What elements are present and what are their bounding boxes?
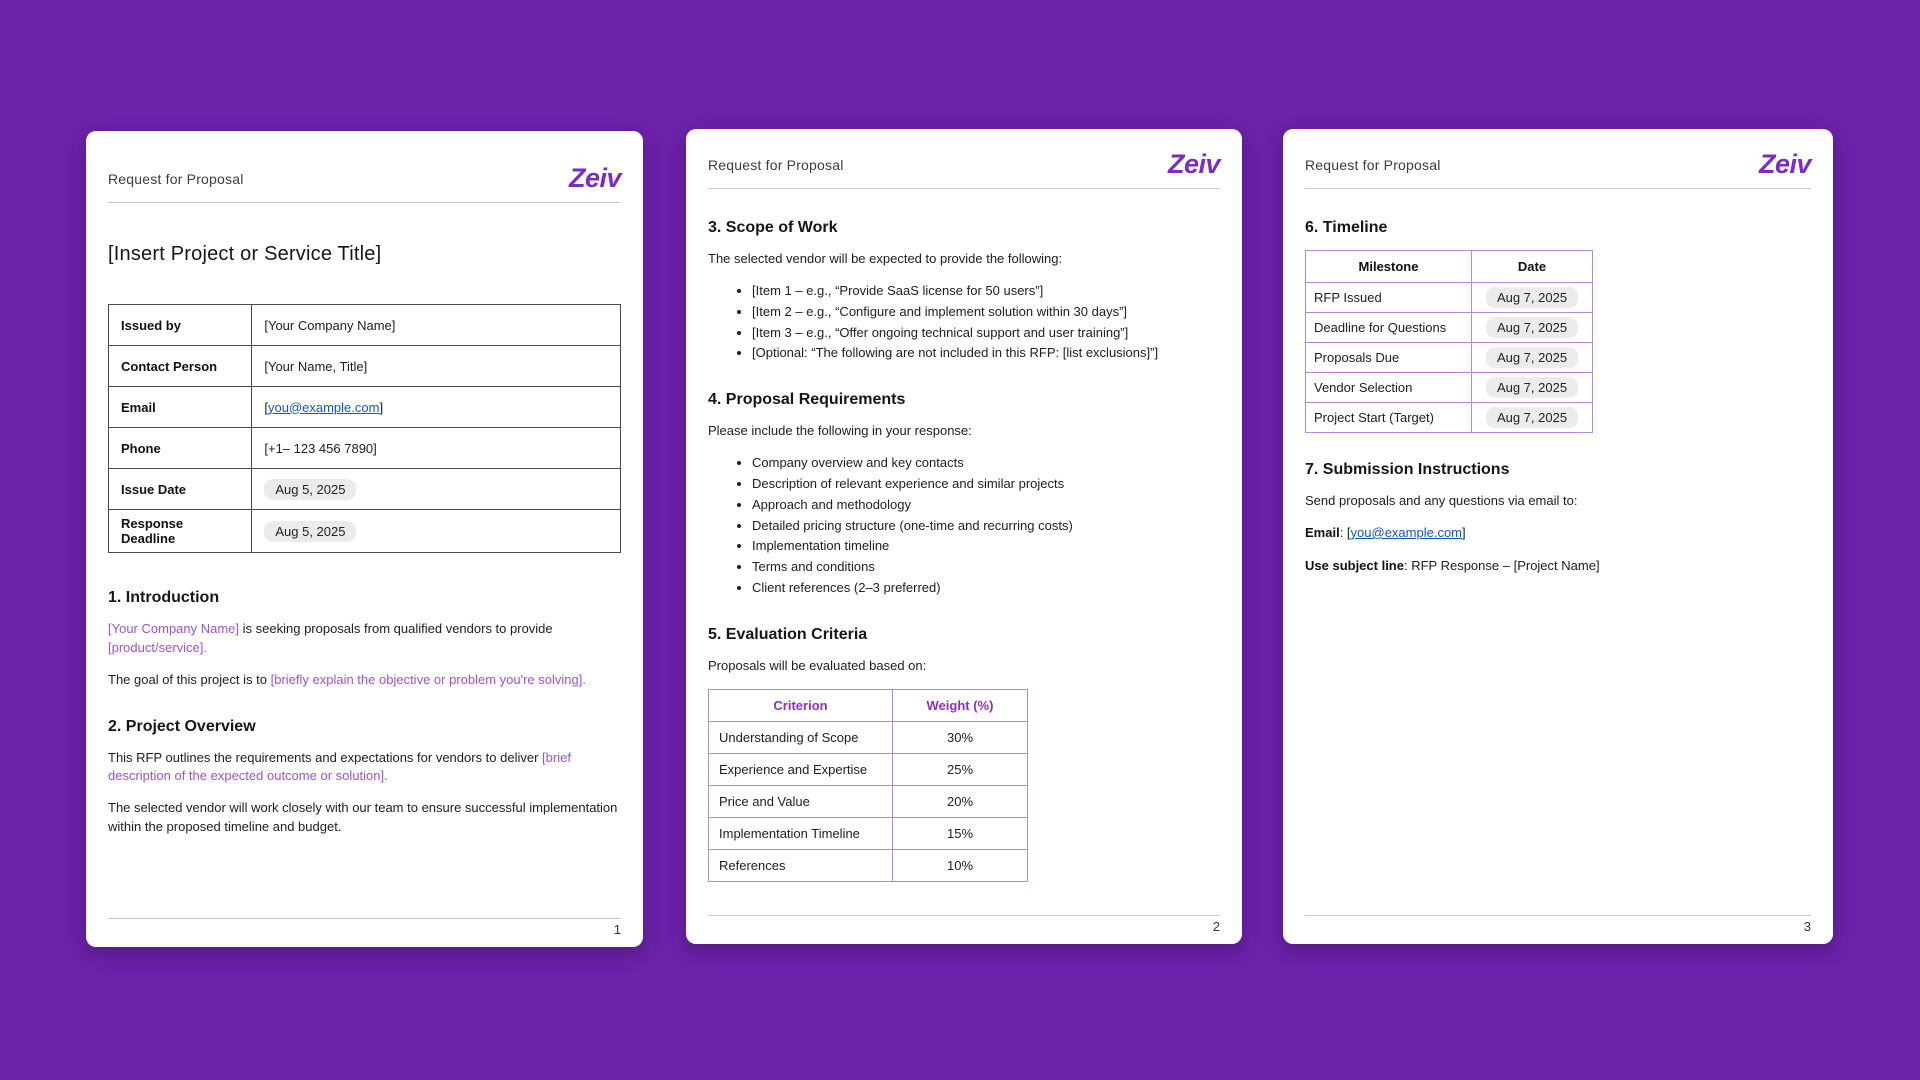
document-type-label: Request for Proposal <box>1305 156 1441 173</box>
weight-cell: 15% <box>893 817 1028 849</box>
section-heading-introduction: 1. Introduction <box>108 589 220 606</box>
page-footer <box>108 918 621 937</box>
timeline-table <box>1305 250 1593 433</box>
info-label: Email <box>109 387 252 428</box>
page-footer <box>708 915 1220 934</box>
paragraph: The selected vendor will work closely with our team to ensure successful implementation within the proposed timeline and budget. <box>108 800 618 835</box>
date-chip: Aug 7, 2025 <box>1486 347 1578 368</box>
info-label: Response Deadline <box>109 510 252 553</box>
table-row <box>109 510 621 553</box>
placeholder-text: [brief description of the expected outcome or solution]. <box>108 749 571 784</box>
page-2 <box>686 129 1242 944</box>
weight-cell: 20% <box>893 785 1028 817</box>
list-item: • Terms and conditions <box>752 558 1220 577</box>
subject-line <box>1305 557 1811 576</box>
zeiv-logo: Zeiv <box>1167 149 1220 179</box>
placeholder-text: [Your Company Name] <box>108 621 240 636</box>
criterion-cell: Price and Value <box>709 785 893 817</box>
footer-divider <box>108 918 621 919</box>
header-divider <box>1305 188 1811 189</box>
body-text: This RFP outlines the requirements and expectations for vendors to deliver <box>108 749 543 765</box>
bracket: [ <box>264 399 268 415</box>
page-3 <box>1283 129 1833 944</box>
info-value: [Your Company Name] <box>252 305 621 346</box>
page-header <box>108 163 621 194</box>
date-chip: Aug 7, 2025 <box>1486 287 1578 308</box>
info-value: [+1– 123 456 7890] <box>252 428 621 469</box>
column-header-date: Date <box>1472 251 1593 283</box>
body-text: is seeking proposals from qualified vendors to provide <box>239 621 553 636</box>
footer-divider <box>708 915 1220 916</box>
milestone-cell: Deadline for Questions <box>1306 313 1472 343</box>
zeiv-logo: Zeiv <box>1758 149 1811 179</box>
info-value <box>252 387 621 428</box>
table-row <box>1306 343 1593 373</box>
info-label: Issued by <box>109 305 252 346</box>
body-text: : RFP Response – [Project Name] <box>1403 557 1600 573</box>
criterion-cell: Understanding of Scope <box>709 721 893 753</box>
list-item: • Description of relevant experience and similar projects <box>752 475 1220 494</box>
table-row <box>109 469 621 510</box>
table-header-row <box>1306 251 1593 283</box>
page-number: 1 <box>613 922 621 937</box>
list-item: • [Item 1 – e.g., “Provide SaaS license for 50 users”] <box>752 282 1220 301</box>
date-cell <box>1472 373 1593 403</box>
weight-cell: 25% <box>893 753 1028 785</box>
table-row <box>709 849 1028 881</box>
table-row <box>1306 373 1593 403</box>
date-chip: Aug 7, 2025 <box>1486 377 1578 398</box>
placeholder-text: [product/service]. <box>108 639 207 655</box>
body-text: The goal of this project is to <box>108 671 271 687</box>
list-item: • Client references (2–3 preferred) <box>752 579 1220 598</box>
table-row <box>109 346 621 387</box>
criterion-cell: Implementation Timeline <box>709 817 893 849</box>
document-title: [Insert Project or Service Title] <box>108 243 382 265</box>
contact-info-table <box>108 304 621 553</box>
subject-label: Use subject line <box>1305 557 1404 573</box>
paragraph <box>108 749 621 787</box>
date-cell <box>1472 343 1593 373</box>
paragraph: Proposals will be evaluated based on: <box>708 657 927 673</box>
document-type-label: Request for Proposal <box>108 170 244 187</box>
list-item: • [Item 2 – e.g., “Configure and implement solution within 30 days”] <box>752 303 1220 322</box>
table-row <box>109 428 621 469</box>
info-label: Contact Person <box>109 346 252 387</box>
paragraph: Send proposals and any questions via email to: <box>1305 493 1578 508</box>
paragraph: Please include the following in your response: <box>708 423 972 439</box>
milestone-cell: Project Start (Target) <box>1306 403 1472 433</box>
table-header-row <box>709 689 1028 721</box>
email-line <box>1305 524 1811 543</box>
placeholder-text: [briefly explain the objective or problem you're solving]. <box>270 671 586 687</box>
email-link[interactable]: you@example.com <box>1350 524 1463 540</box>
requirements-list <box>708 454 1220 598</box>
date-cell <box>1472 313 1593 343</box>
column-header-criterion: Criterion <box>709 689 893 721</box>
page-header <box>708 149 1220 180</box>
milestone-cell: RFP Issued <box>1306 283 1472 313</box>
page-footer <box>1305 915 1811 934</box>
info-value: [Your Name, Title] <box>252 346 621 387</box>
table-row <box>109 387 621 428</box>
table-row <box>1306 313 1593 343</box>
list-item: • Approach and methodology <box>752 496 1220 515</box>
table-row <box>709 753 1028 785</box>
table-row <box>1306 403 1593 433</box>
criterion-cell: References <box>709 849 893 881</box>
section-heading-evaluation-criteria: 5. Evaluation Criteria <box>708 625 868 643</box>
table-row <box>709 721 1028 753</box>
body-text: : <box>1339 524 1347 540</box>
date-chip: Aug 7, 2025 <box>1486 317 1578 338</box>
section-heading-project-overview: 2. Project Overview <box>108 717 256 735</box>
section-heading-proposal-requirements: 4. Proposal Requirements <box>708 391 906 409</box>
page-number: 3 <box>1803 919 1811 934</box>
table-row <box>109 305 621 346</box>
email-link[interactable]: you@example.com <box>267 399 380 415</box>
email-label: Email <box>1305 524 1340 540</box>
list-item: • Detailed pricing structure (one-time and recurring costs) <box>752 517 1220 536</box>
list-item: • Implementation timeline <box>752 537 1220 556</box>
document-type-label: Request for Proposal <box>708 156 844 173</box>
info-value <box>252 469 621 510</box>
header-divider <box>708 188 1220 189</box>
page-1 <box>86 131 643 947</box>
list-item: • [Optional: “The following are not included in this RFP: [list exclusions]”] <box>752 344 1220 363</box>
info-label: Issue Date <box>109 469 252 510</box>
date-chip: Aug 7, 2025 <box>1486 407 1578 428</box>
bracket: ] <box>379 399 384 415</box>
header-divider <box>108 202 621 203</box>
column-header-milestone: Milestone <box>1306 251 1472 283</box>
footer-divider <box>1305 915 1811 916</box>
date-chip: Aug 5, 2025 <box>264 521 356 542</box>
bracket: ] <box>1462 524 1466 540</box>
paragraph: The selected vendor will be expected to provide the following: <box>708 251 1063 266</box>
paragraph <box>108 671 621 690</box>
criterion-cell: Experience and Expertise <box>709 753 893 785</box>
table-row <box>709 817 1028 849</box>
milestone-cell: Proposals Due <box>1306 343 1472 373</box>
weight-cell: 10% <box>893 849 1028 881</box>
info-label: Phone <box>109 428 252 469</box>
date-cell <box>1472 283 1593 313</box>
page-number: 2 <box>1212 919 1220 934</box>
weight-cell: 30% <box>893 721 1028 753</box>
list-item: • Company overview and key contacts <box>752 454 1220 473</box>
list-item: • [Item 3 – e.g., “Offer ongoing technical support and user training”] <box>752 324 1220 343</box>
date-cell <box>1472 403 1593 433</box>
milestone-cell: Vendor Selection <box>1306 373 1472 403</box>
page-header <box>1305 149 1811 180</box>
evaluation-criteria-table <box>708 689 1028 882</box>
bracket: [ <box>1346 524 1351 540</box>
date-chip: Aug 5, 2025 <box>264 479 356 500</box>
table-row <box>709 785 1028 817</box>
section-heading-timeline: 6. Timeline <box>1305 219 1388 236</box>
column-header-weight: Weight (%) <box>893 689 1028 721</box>
scope-item-list <box>708 282 1220 363</box>
paragraph <box>108 620 621 658</box>
section-heading-scope-of-work: 3. Scope of Work <box>708 219 838 236</box>
section-heading-submission-instructions: 7. Submission Instructions <box>1305 461 1510 478</box>
info-value <box>252 510 621 553</box>
zeiv-logo: Zeiv <box>568 163 621 193</box>
table-row <box>1306 283 1593 313</box>
